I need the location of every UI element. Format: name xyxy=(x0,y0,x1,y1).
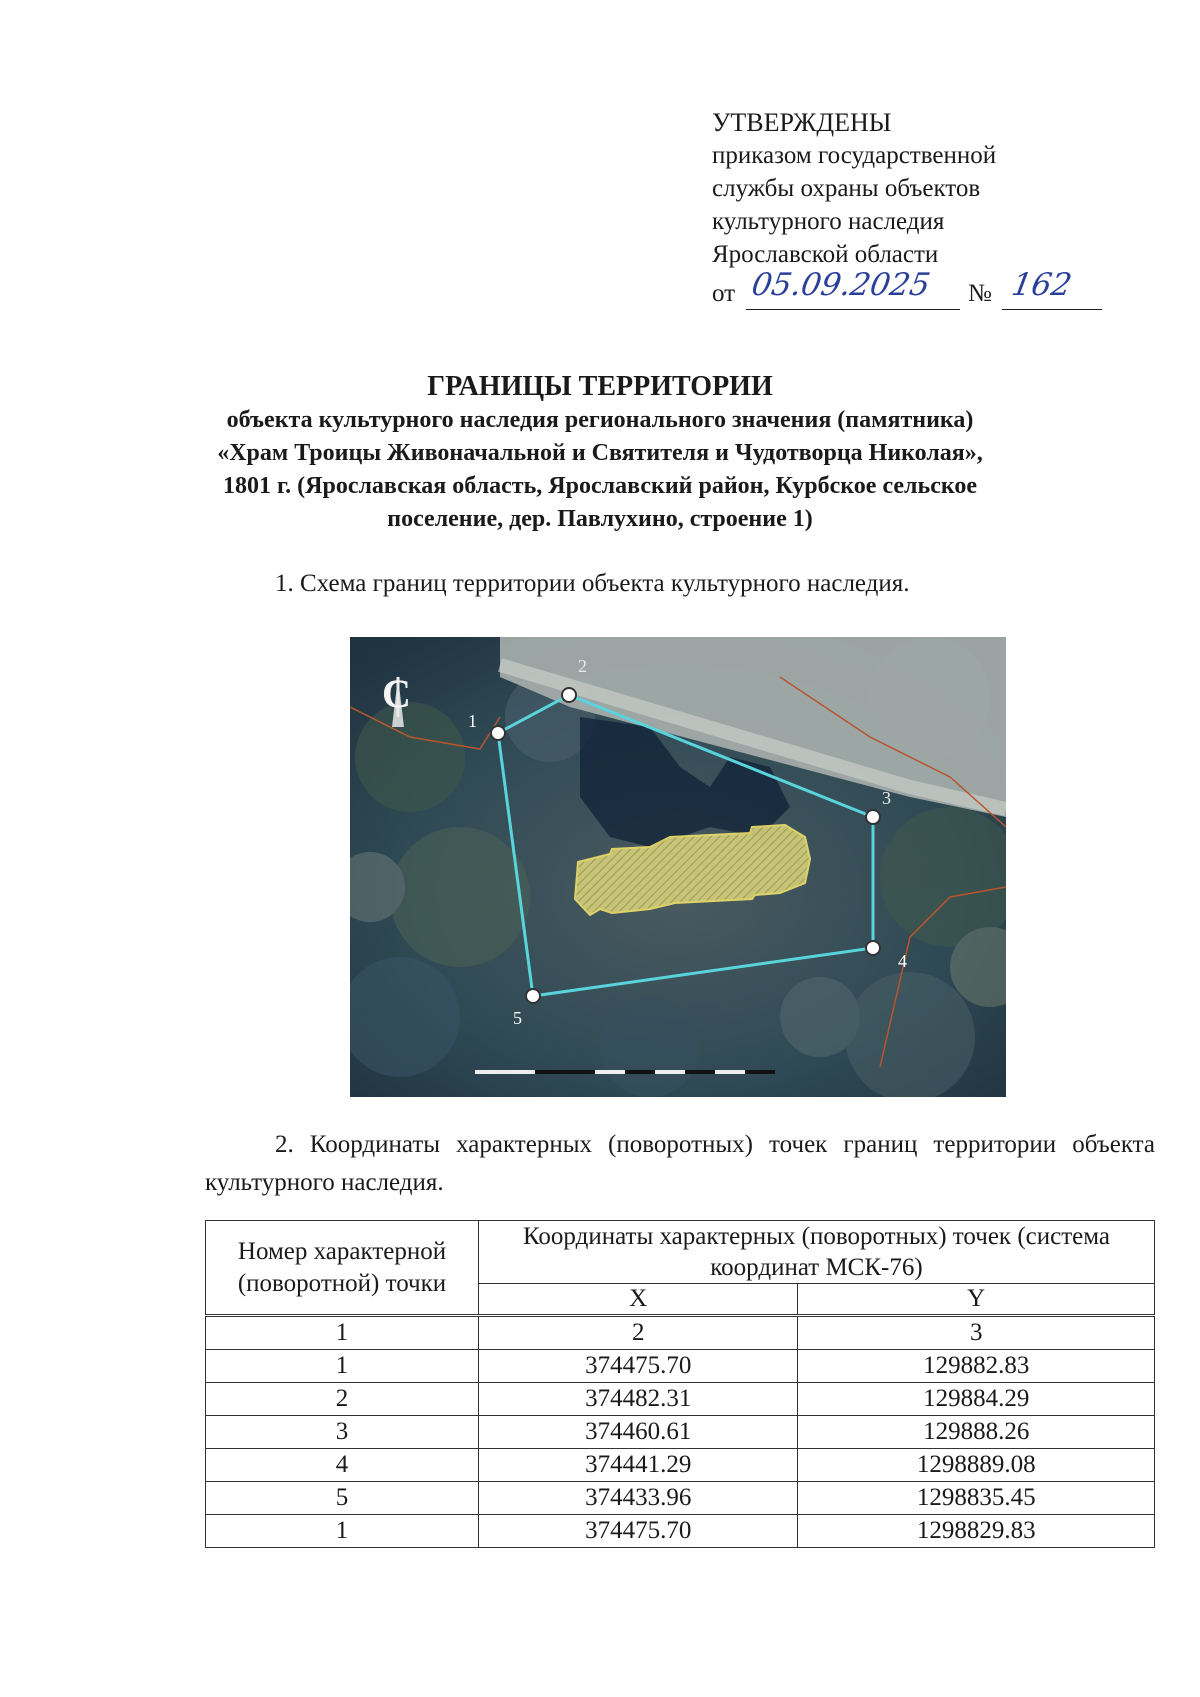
handwritten-date: 05.09.2025 xyxy=(748,267,933,303)
section-1-heading: 1. Схема границ территории объекта культурного наследия. xyxy=(275,570,910,597)
document-title xyxy=(190,370,1010,536)
boundary-point-5 xyxy=(526,989,540,1003)
boundary-point-1 xyxy=(491,726,505,740)
approval-line: службы охраны объектов xyxy=(712,175,981,202)
table-row xyxy=(206,1383,1155,1416)
table-row xyxy=(206,1449,1155,1482)
cell-x: 374441.29 xyxy=(479,1449,798,1482)
column-number: 3 xyxy=(798,1316,1155,1350)
number-underline xyxy=(1002,309,1102,310)
handwritten-number: 162 xyxy=(1008,267,1075,303)
boundary-map xyxy=(350,637,1006,1097)
cell-x: 374433.96 xyxy=(479,1482,798,1515)
column-number: 1 xyxy=(206,1316,479,1350)
column-number-row xyxy=(206,1316,1155,1350)
title-line: объекта культурного наследия регионального значения (памятника) xyxy=(226,407,974,433)
table-row xyxy=(206,1416,1155,1449)
approval-block xyxy=(712,106,1112,311)
approval-line: приказом государственной xyxy=(712,142,997,169)
cell-x: 374475.70 xyxy=(479,1350,798,1383)
title-line: поселение, дер. Павлухино, строение 1) xyxy=(387,506,813,532)
point-label-5: 5 xyxy=(513,1008,522,1028)
cell-point: 1 xyxy=(206,1350,479,1383)
header-point-number: Номер характерной (поворотной) точки xyxy=(206,1221,479,1316)
date-underline xyxy=(746,309,960,310)
column-number: 2 xyxy=(479,1316,798,1350)
point-label-1: 1 xyxy=(468,711,477,731)
date-label: от xyxy=(712,280,736,307)
cell-y: 1298889.08 xyxy=(798,1449,1155,1482)
approval-heading: УТВЕРЖДЕНЫ xyxy=(712,108,892,137)
cell-x: 374482.31 xyxy=(479,1383,798,1416)
cell-y: 129888.26 xyxy=(798,1416,1155,1449)
title-main: ГРАНИЦЫ ТЕРРИТОРИИ xyxy=(427,371,773,402)
boundary-point-4 xyxy=(866,941,880,955)
title-line: «Храм Троицы Живоначальной и Святителя и Чудотворца Николая», xyxy=(217,440,983,466)
boundary-point-3 xyxy=(866,810,880,824)
title-line: 1801 г. (Ярославская область, Ярославский район, Курбское сельское xyxy=(222,473,978,499)
table-header-row xyxy=(206,1221,1155,1284)
table-row xyxy=(206,1350,1155,1383)
scale-bar-icon xyxy=(475,1070,775,1074)
cell-y: 1298835.45 xyxy=(798,1482,1155,1515)
cell-y: 129884.29 xyxy=(798,1383,1155,1416)
point-label-2: 2 xyxy=(578,656,587,676)
header-x: X xyxy=(479,1284,798,1316)
cell-x: 374475.70 xyxy=(479,1515,798,1548)
cell-point: 5 xyxy=(206,1482,479,1515)
cell-x: 374460.61 xyxy=(479,1416,798,1449)
approval-line: Ярославской области xyxy=(712,241,939,268)
header-coordinates: Координаты характерных (поворотных) точек (система координат МСК-76) xyxy=(479,1221,1155,1284)
cell-y: 129882.83 xyxy=(798,1350,1155,1383)
table-row xyxy=(206,1515,1155,1548)
cell-y: 1298829.83 xyxy=(798,1515,1155,1548)
cell-point: 4 xyxy=(206,1449,479,1482)
coordinates-table xyxy=(205,1220,1155,1548)
cell-point: 2 xyxy=(206,1383,479,1416)
approval-date-number-row xyxy=(712,267,1112,311)
table-row xyxy=(206,1482,1155,1515)
point-label-3: 3 xyxy=(882,788,891,808)
point-label-4: 4 xyxy=(898,951,907,971)
section-2-heading: 2. Координаты характерных (поворотных) точек границ территории объекта культурного наследия. xyxy=(205,1131,1155,1196)
boundary-point-2 xyxy=(562,688,576,702)
cell-point: 1 xyxy=(206,1515,479,1548)
approval-line: культурного наследия xyxy=(712,208,945,235)
cell-point: 3 xyxy=(206,1416,479,1449)
number-label: № xyxy=(968,280,992,307)
boundary-map-svg xyxy=(350,637,1006,1097)
north-label: С xyxy=(382,671,411,716)
header-y: Y xyxy=(798,1284,1155,1316)
